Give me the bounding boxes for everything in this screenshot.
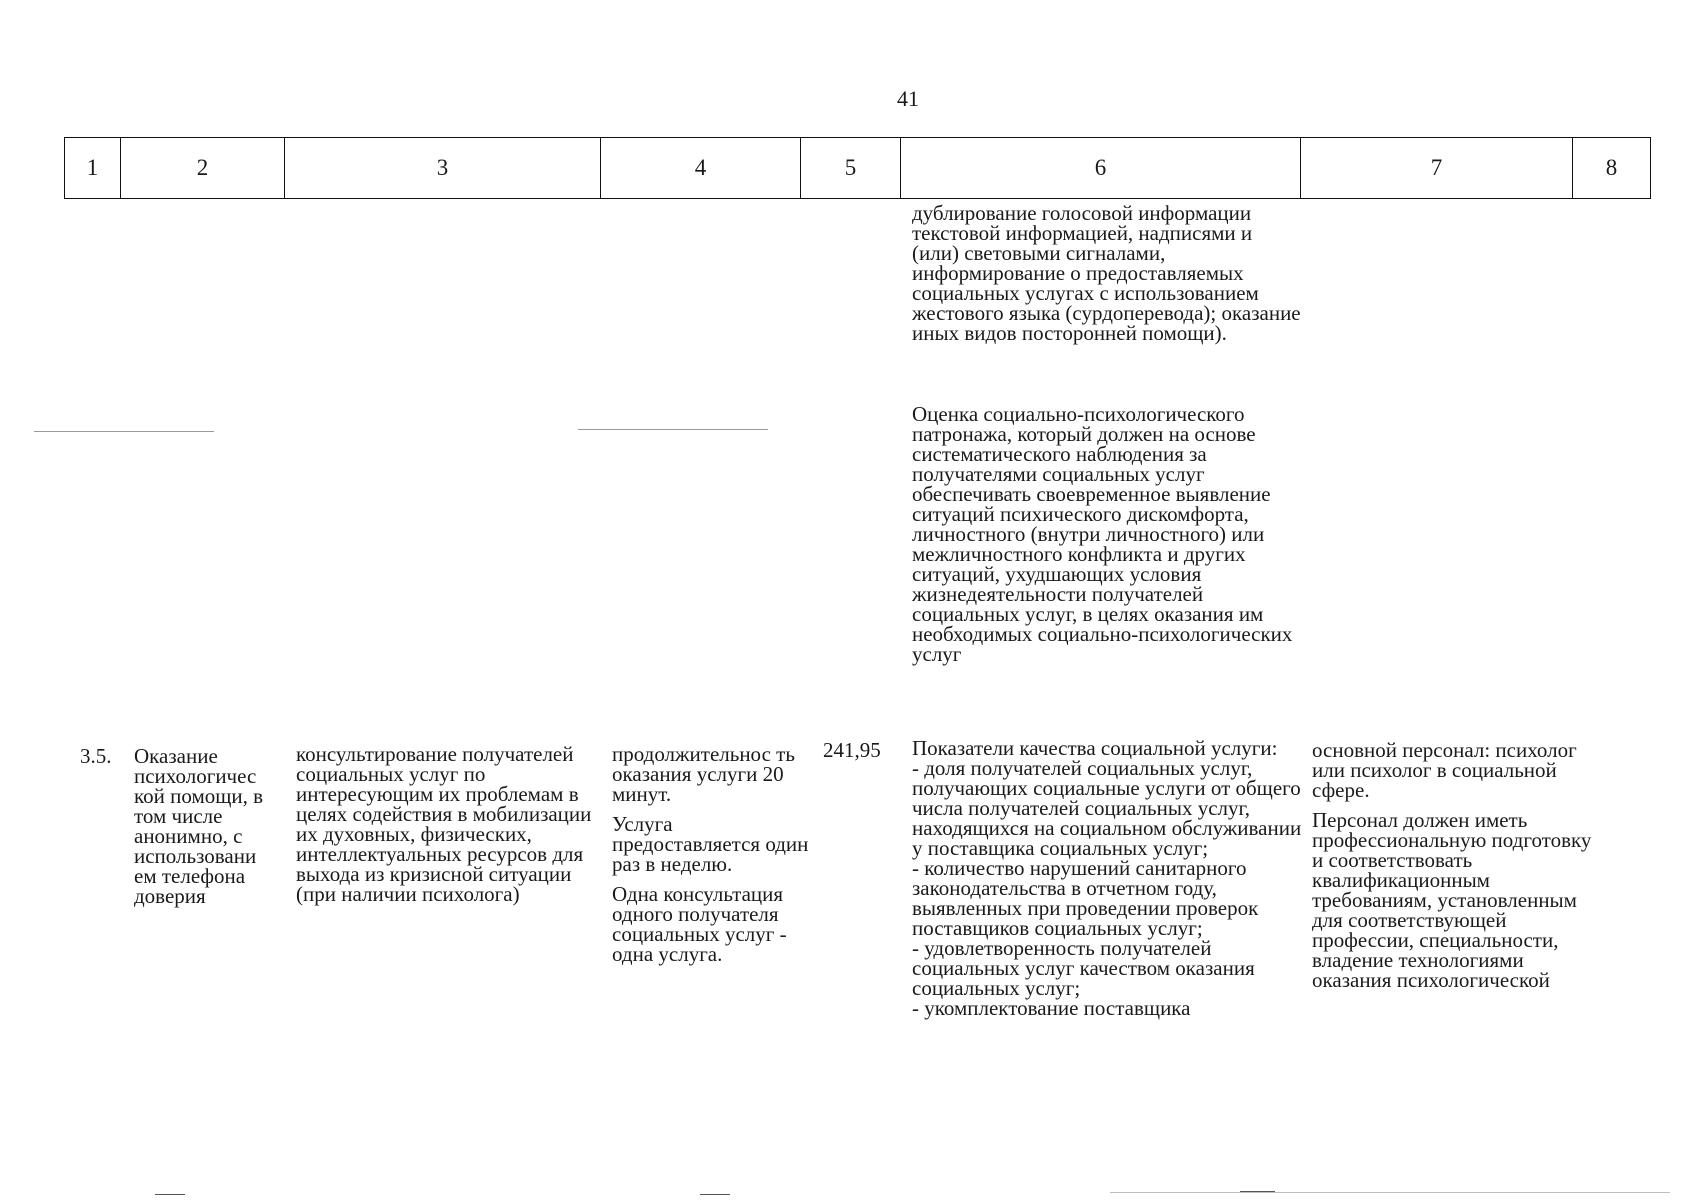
- column-number-header: [64, 137, 1651, 199]
- column-number-6: 6: [901, 138, 1301, 199]
- quality-indicator-item: - доля получателей социальных услуг, получающих социальные услуги от общего числа получателей социальных услуг, находящихся на социальном обслуживании у поставщика социальных услуг;: [912, 756, 1302, 860]
- quality-indicator-item: - удовлетворенность получателей социальных услуг качеством оказания социальных услуг;: [912, 936, 1255, 1000]
- staff-qualification: Персонал должен иметь профессиональную подготовку и соответствовать квалификационным требованиям, установленным для соответствующей профессии, специальности, владение технологиями оказания психологической: [1312, 808, 1592, 992]
- column-number-2: 2: [121, 138, 285, 199]
- column-number-7: 7: [1301, 138, 1573, 199]
- column-number-8: 8: [1573, 138, 1651, 199]
- quality-indicators: [912, 738, 1312, 1018]
- column-number-1: 1: [65, 138, 121, 199]
- scan-artifact-line: [700, 1194, 730, 1195]
- scan-artifact-line: [578, 429, 768, 430]
- quality-indicator-item: - укомплектование поставщика: [912, 996, 1191, 1020]
- scan-artifact-line: [1110, 1192, 1670, 1193]
- frequency-text: Услуга предоставляется один раз в неделю.: [612, 812, 809, 876]
- column-number-5: 5: [801, 138, 901, 199]
- service-name: Оказание психологичес кой помощи, в том числе анонимно, с использовани ем телефона доверия: [134, 744, 264, 908]
- continued-col6-text-2: Оценка социально-психологического патронажа, который должен на основе систематического наблюдения за получателями социальных услуг обеспечивать своевременное выявление ситуаций психического дискомфорта, личностного (внутри личностного) или межличностного конфликта и других ситуаций, ухудшающих условия жизнедеятельности получателей социальных услуг, в целях оказания им необходимых социально-психологических услуг: [912, 402, 1293, 666]
- page-number: 41: [897, 86, 919, 111]
- service-description: консультирование получателей социальных услуг по интересующим их проблемам в целях содействия в мобилизации их духовных, физических, интеллектуальных ресурсов для выхода из кризисной ситуации (при наличии психолога): [296, 742, 592, 906]
- unit-text: Одна консультация одного получателя социальных услуг - одна услуга.: [612, 882, 787, 966]
- column-number-4: 4: [601, 138, 801, 199]
- column-number-3: 3: [285, 138, 601, 199]
- row-number: 3.5.: [80, 744, 112, 768]
- scan-artifact-line: [1240, 1191, 1275, 1192]
- staff-main: основной персонал: психолог или психолог в социальной сфере.: [1312, 738, 1577, 802]
- scan-artifact-line: [34, 431, 214, 432]
- service-terms: [612, 744, 812, 964]
- service-price: 241,95: [823, 738, 881, 762]
- staff-requirements: [1312, 740, 1602, 990]
- quality-indicator-heading: Показатели качества социальной услуги:: [912, 736, 1278, 760]
- continued-col6-text-1: дублирование голосовой информации текстовой информацией, надписями и (или) световыми сигналами, информирование о предоставляемых социальных услугах с использованием жестового языка (сурдоперевода); оказание иных видов посторонней помощи).: [912, 201, 1301, 345]
- scan-artifact-line: [155, 1194, 185, 1195]
- quality-indicator-item: - количество нарушений санитарного законодательства в отчетном году, выявленных при проведении проверок поставщиков социальных услуг;: [912, 856, 1259, 940]
- duration-text: продолжительнос ть оказания услуги 20 минут.: [612, 742, 795, 806]
